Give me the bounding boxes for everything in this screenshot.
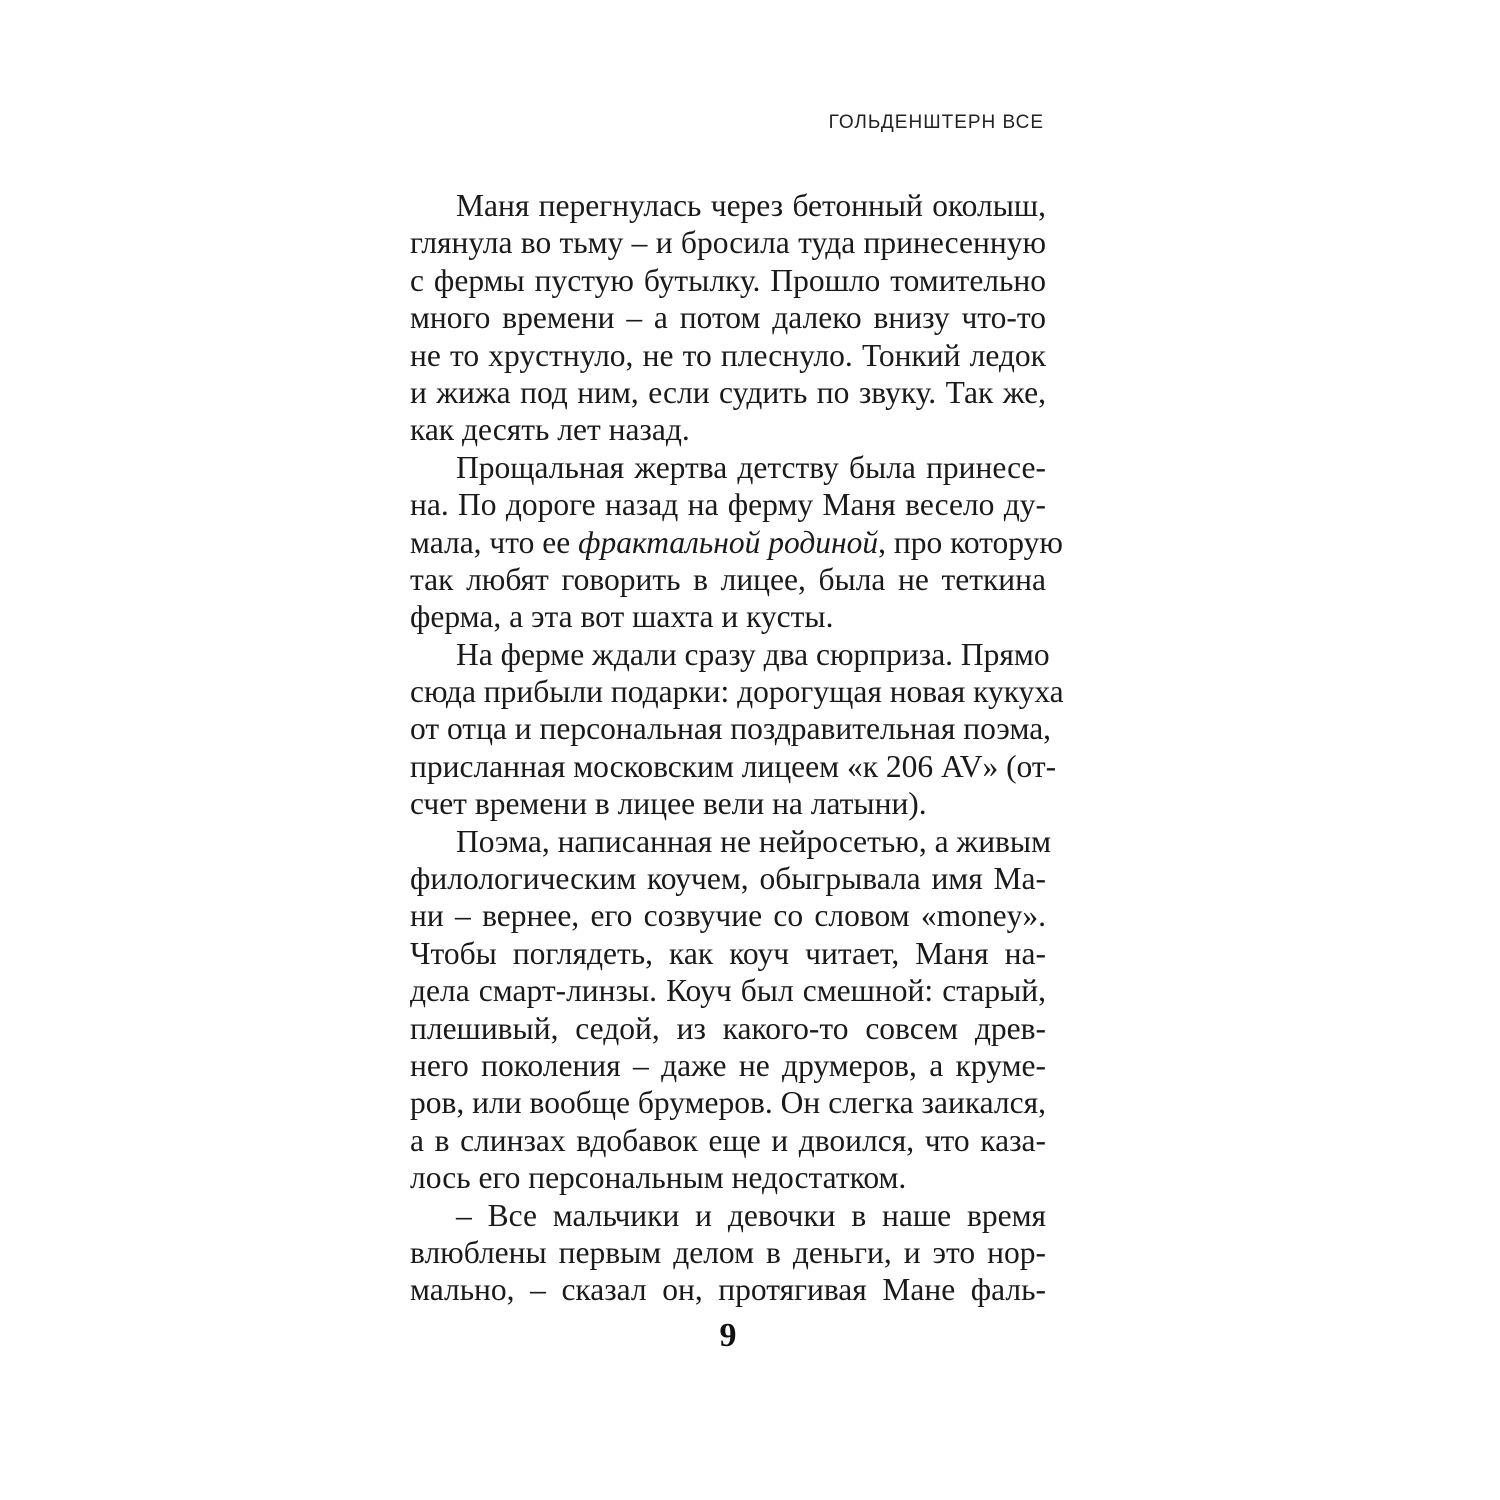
text-line: много времени – а потом далеко внизу что-то — [410, 300, 1046, 336]
paragraph — [410, 449, 1063, 636]
text-line-with-italic — [410, 524, 1063, 561]
text-line: влюблены первым делом в деньги, и это нор- — [410, 1234, 1046, 1270]
text-line: лось его персональным недостатком. — [410, 1160, 907, 1196]
text-line: не то хрустнуло, не то плеснуло. Тонкий ледок — [410, 337, 1046, 373]
paragraph — [410, 187, 1046, 449]
text-line: ферма, а эта вот шахта и кусты. — [410, 599, 834, 635]
text-line: как десять лет назад. — [410, 412, 690, 448]
text-line: и жижа под ним, если судить по звуку. Так же, — [410, 374, 1046, 410]
text-line: на. По дороге назад на ферму Маня весело ду- — [410, 487, 1046, 523]
text-line: а в слинзах вдобавок еще и двоился, что каза- — [410, 1122, 1046, 1158]
text-line: ни – вернее, его созвучие со словом «money». — [410, 898, 1046, 934]
text-line: Маня перегнулась через бетонный околыш, — [456, 188, 1046, 223]
text-line: ров, или вообще брумеров. Он слегка заикался, — [410, 1085, 1046, 1121]
text-line: Чтобы поглядеть, как коуч читает, Маня на- — [410, 935, 1046, 971]
paragraph — [410, 636, 1064, 823]
text-line: филологическим коучем, обыгрывала имя Ма- — [410, 861, 1046, 897]
text-line: Поэма, написанная не нейросетью, а живым — [456, 823, 1052, 859]
text-line: глянула во тьму – и бросила туда принесенную — [410, 225, 1046, 261]
text-line: сюда прибыли подарки: дорогущая новая кукуха — [410, 674, 1064, 710]
italic-phrase: фрактальной родиной — [578, 524, 879, 560]
text-segment: мала, что ее — [410, 524, 579, 560]
text-line: мально, – сказал он, протягивая Мане фаль- — [410, 1272, 1046, 1308]
running-head: ГОЛЬДЕНШТЕРН ВСЕ — [828, 112, 1044, 133]
text-line: плешивый, седой, из какого-то совсем древ- — [410, 1010, 1046, 1046]
paragraph — [410, 1197, 1046, 1309]
text-line: с фермы пустую бутылку. Прошло томительно — [410, 262, 1046, 298]
text-line: дела смарт-линзы. Коуч был смешной: старый, — [410, 973, 1046, 1009]
text-line: счет времени в лицее вели на латыни). — [410, 786, 927, 822]
text-line: него поколения – даже не друмеров, а круме- — [410, 1047, 1046, 1083]
text-line: так любят говорить в лицее, была не теткина — [410, 561, 1046, 597]
page-number: 9 — [719, 1317, 737, 1354]
text-line: Прощальная жертва детству была принесе- — [456, 449, 1046, 485]
text-line: На ферме ждали сразу два сюрприза. Прямо — [456, 636, 1050, 672]
body-text — [410, 187, 1064, 1309]
text-line: от отца и персональная поздравительная поэма, — [410, 711, 1052, 747]
text-line: – Все мальчики и девочки в наше время — [456, 1197, 1046, 1233]
paragraph — [410, 823, 1052, 1197]
text-line: присланная московским лицеем «к 206 AV» (от- — [410, 748, 1057, 784]
text-segment: , про которую — [878, 524, 1063, 560]
